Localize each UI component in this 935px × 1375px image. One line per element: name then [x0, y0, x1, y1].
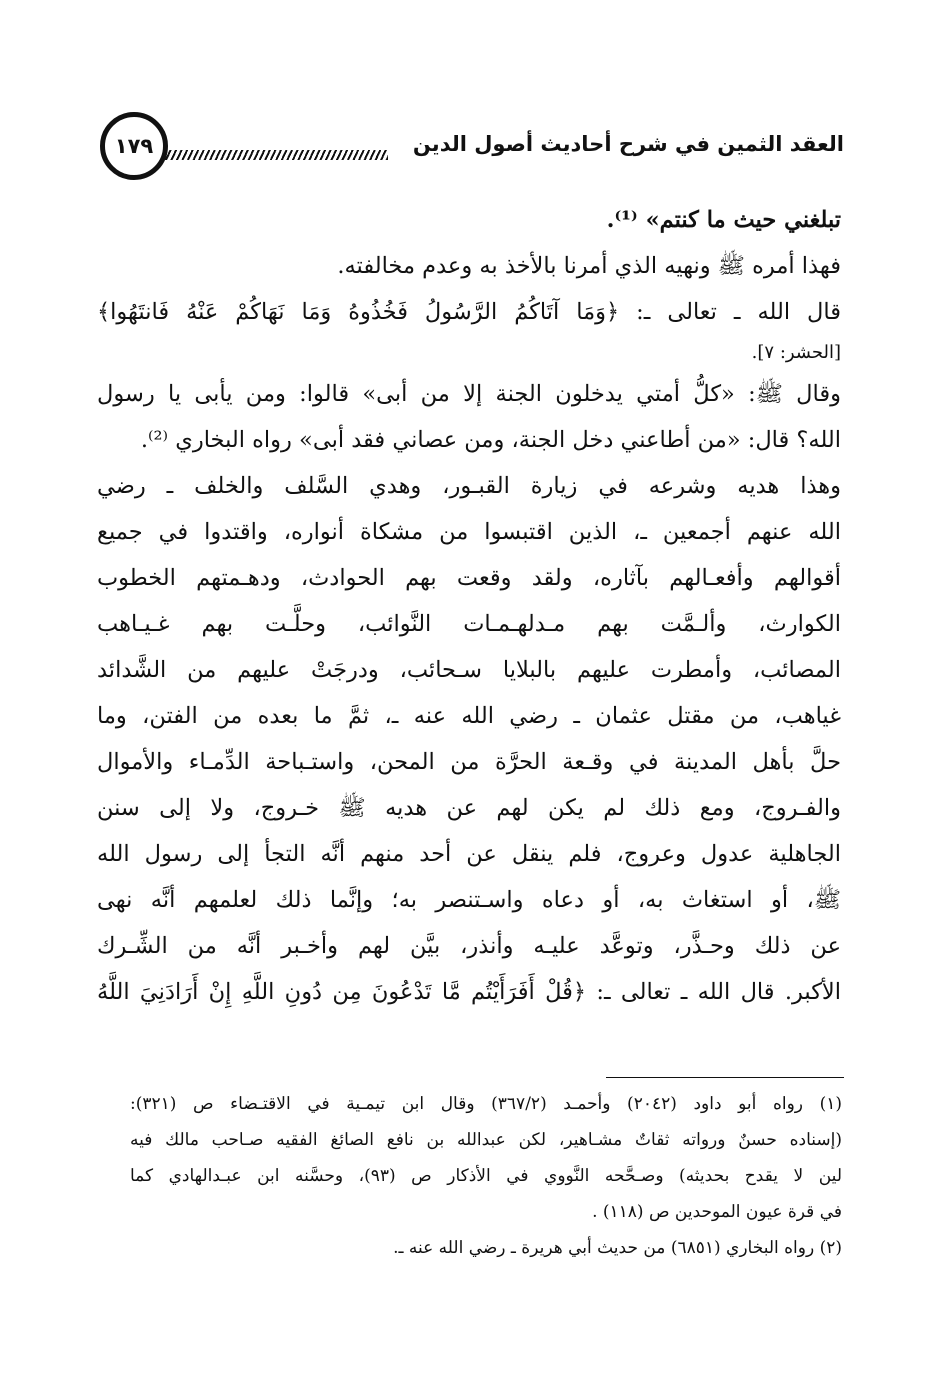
quran-verse-line: قال الله ـ تعالى ـ: ﴿وَمَا آتَاكُمُ الرَّسُولُ فَخُذُوهُ وَمَا نَهَاكُمْ عَنْهُ فَانتَهُوا﴾ [97, 299, 841, 325]
page-header [100, 108, 850, 188]
running-title: العقد الثمين في شرح أحاديث أصول الدين [412, 132, 844, 156]
text-line: الله؟ قال: «من أطاعني دخل الجنة، ومن عصاني فقد أبى» رواه البخاري ⁽²⁾. [140, 427, 841, 453]
footnote-line: في قرة عيون الموحدين ص (١١٨) . [592, 1202, 842, 1222]
text-line: وقال ﷺ: «كلُّ أمتي يدخلون الجنة إلا من أبى» قالوا: ومن يأبى يا رسول [97, 381, 841, 407]
header-decorative-rule [164, 150, 388, 160]
text-line: والفـروج، ومع ذلك لم يكن لهم عن هديه ﷺ خـروج، ولا إلى سنن [97, 795, 841, 821]
text-line: فهذا أمره ﷺ ونهيه الذي أمرنا بالأخذ به وعدم مخالفته. [337, 253, 841, 279]
text-line: الله عنهم أجمعين ـ، الذين اقتبسوا من مشكاة أنواره، واقتدوا في جميع [97, 519, 841, 545]
text-line: ﷺ، أو استغاث به، أو دعاه واسـتنصر به؛ وإنَّما ذلك لعلمهم أنَّه نهى [97, 887, 841, 913]
verse-reference: [الحشر: ٧]. [751, 342, 841, 363]
footnote-separator [606, 1077, 844, 1078]
text-line: حلَّ بأهل المدينة في وقـعة الحرَّة من المحن، واستـباحة الدِّمـاء والأموال [97, 749, 841, 775]
text-line: غياهب، من مقتل عثمان ـ رضي الله عنه ـ، ثمَّ ما بعده من الفتن، وما [97, 703, 841, 729]
footnote-line: (١) رواه أبو داود (٢٠٤٢) وأحمـد (٣٦٧/٢) وقال ابن تيمـية في الاقتـضاء ص (٣٢١): [130, 1094, 842, 1114]
page-number-badge: ١٧٩ [100, 112, 168, 180]
text-line: الكوارث، وألـمَّت بهم مـدلهـمـات النَّوائب، وحلَّـت بهم غـيـاهب [97, 611, 841, 637]
text-line: الجاهلية عدول وعروج، فلم ينقل عن أحد منهم أنَّه التجأ إلى رسول الله [97, 841, 841, 867]
footnotes [130, 1086, 842, 1266]
text-line: تبلغني حيث ما كنتم» ⁽¹⁾. [606, 207, 841, 233]
quran-verse-line: الأكبر. قال الله ـ تعالى ـ: ﴿قُلْ أَفَرَأَيْتُم مَّا تَدْعُونَ مِن دُونِ اللَّهِ إِنْ أَرَادَنِيَ اللَّهُ [97, 979, 841, 1005]
text-line: وهذا هديه وشرعه في زيارة القبـور، وهدي السَّلف والخلف ـ رضي [97, 473, 841, 499]
text-line: أقوالهم وأفعـالهم بآثاره، ولقد وقعت بهم الحوادث، ودهـمتهم الخطوب [97, 565, 841, 591]
main-text [97, 197, 841, 1015]
footnote-line: لين لا يقدح بحديثه) وصـحَّحه النَّووي في الأذكار ص (٩٣)، وحسَّنه ابن عبـدالهادي كما [130, 1166, 842, 1186]
text-line: المصائب، وأمطرت عليهم بالبلايا سـحائب، ودرجَتْ عليهم من الشَّدائد [97, 657, 841, 683]
footnote-line: (٢) رواه البخاري (٦٨٥١) من حديث أبي هريرة ـ رضي الله عنه ـ. [393, 1238, 842, 1258]
footnote-line: (إسناده حسنٌ ورواته ثقاتٌ مشـاهير، لكن عبدالله بن نافع الصائغ الفقيه صـاحب مالك فيه [130, 1130, 842, 1150]
text-line: عن ذلك وحـذَّر، وتوعَّد عليـه وأنذر، بيَّن لهم وأخـبر أنَّه من الشِّـرك [97, 933, 841, 959]
